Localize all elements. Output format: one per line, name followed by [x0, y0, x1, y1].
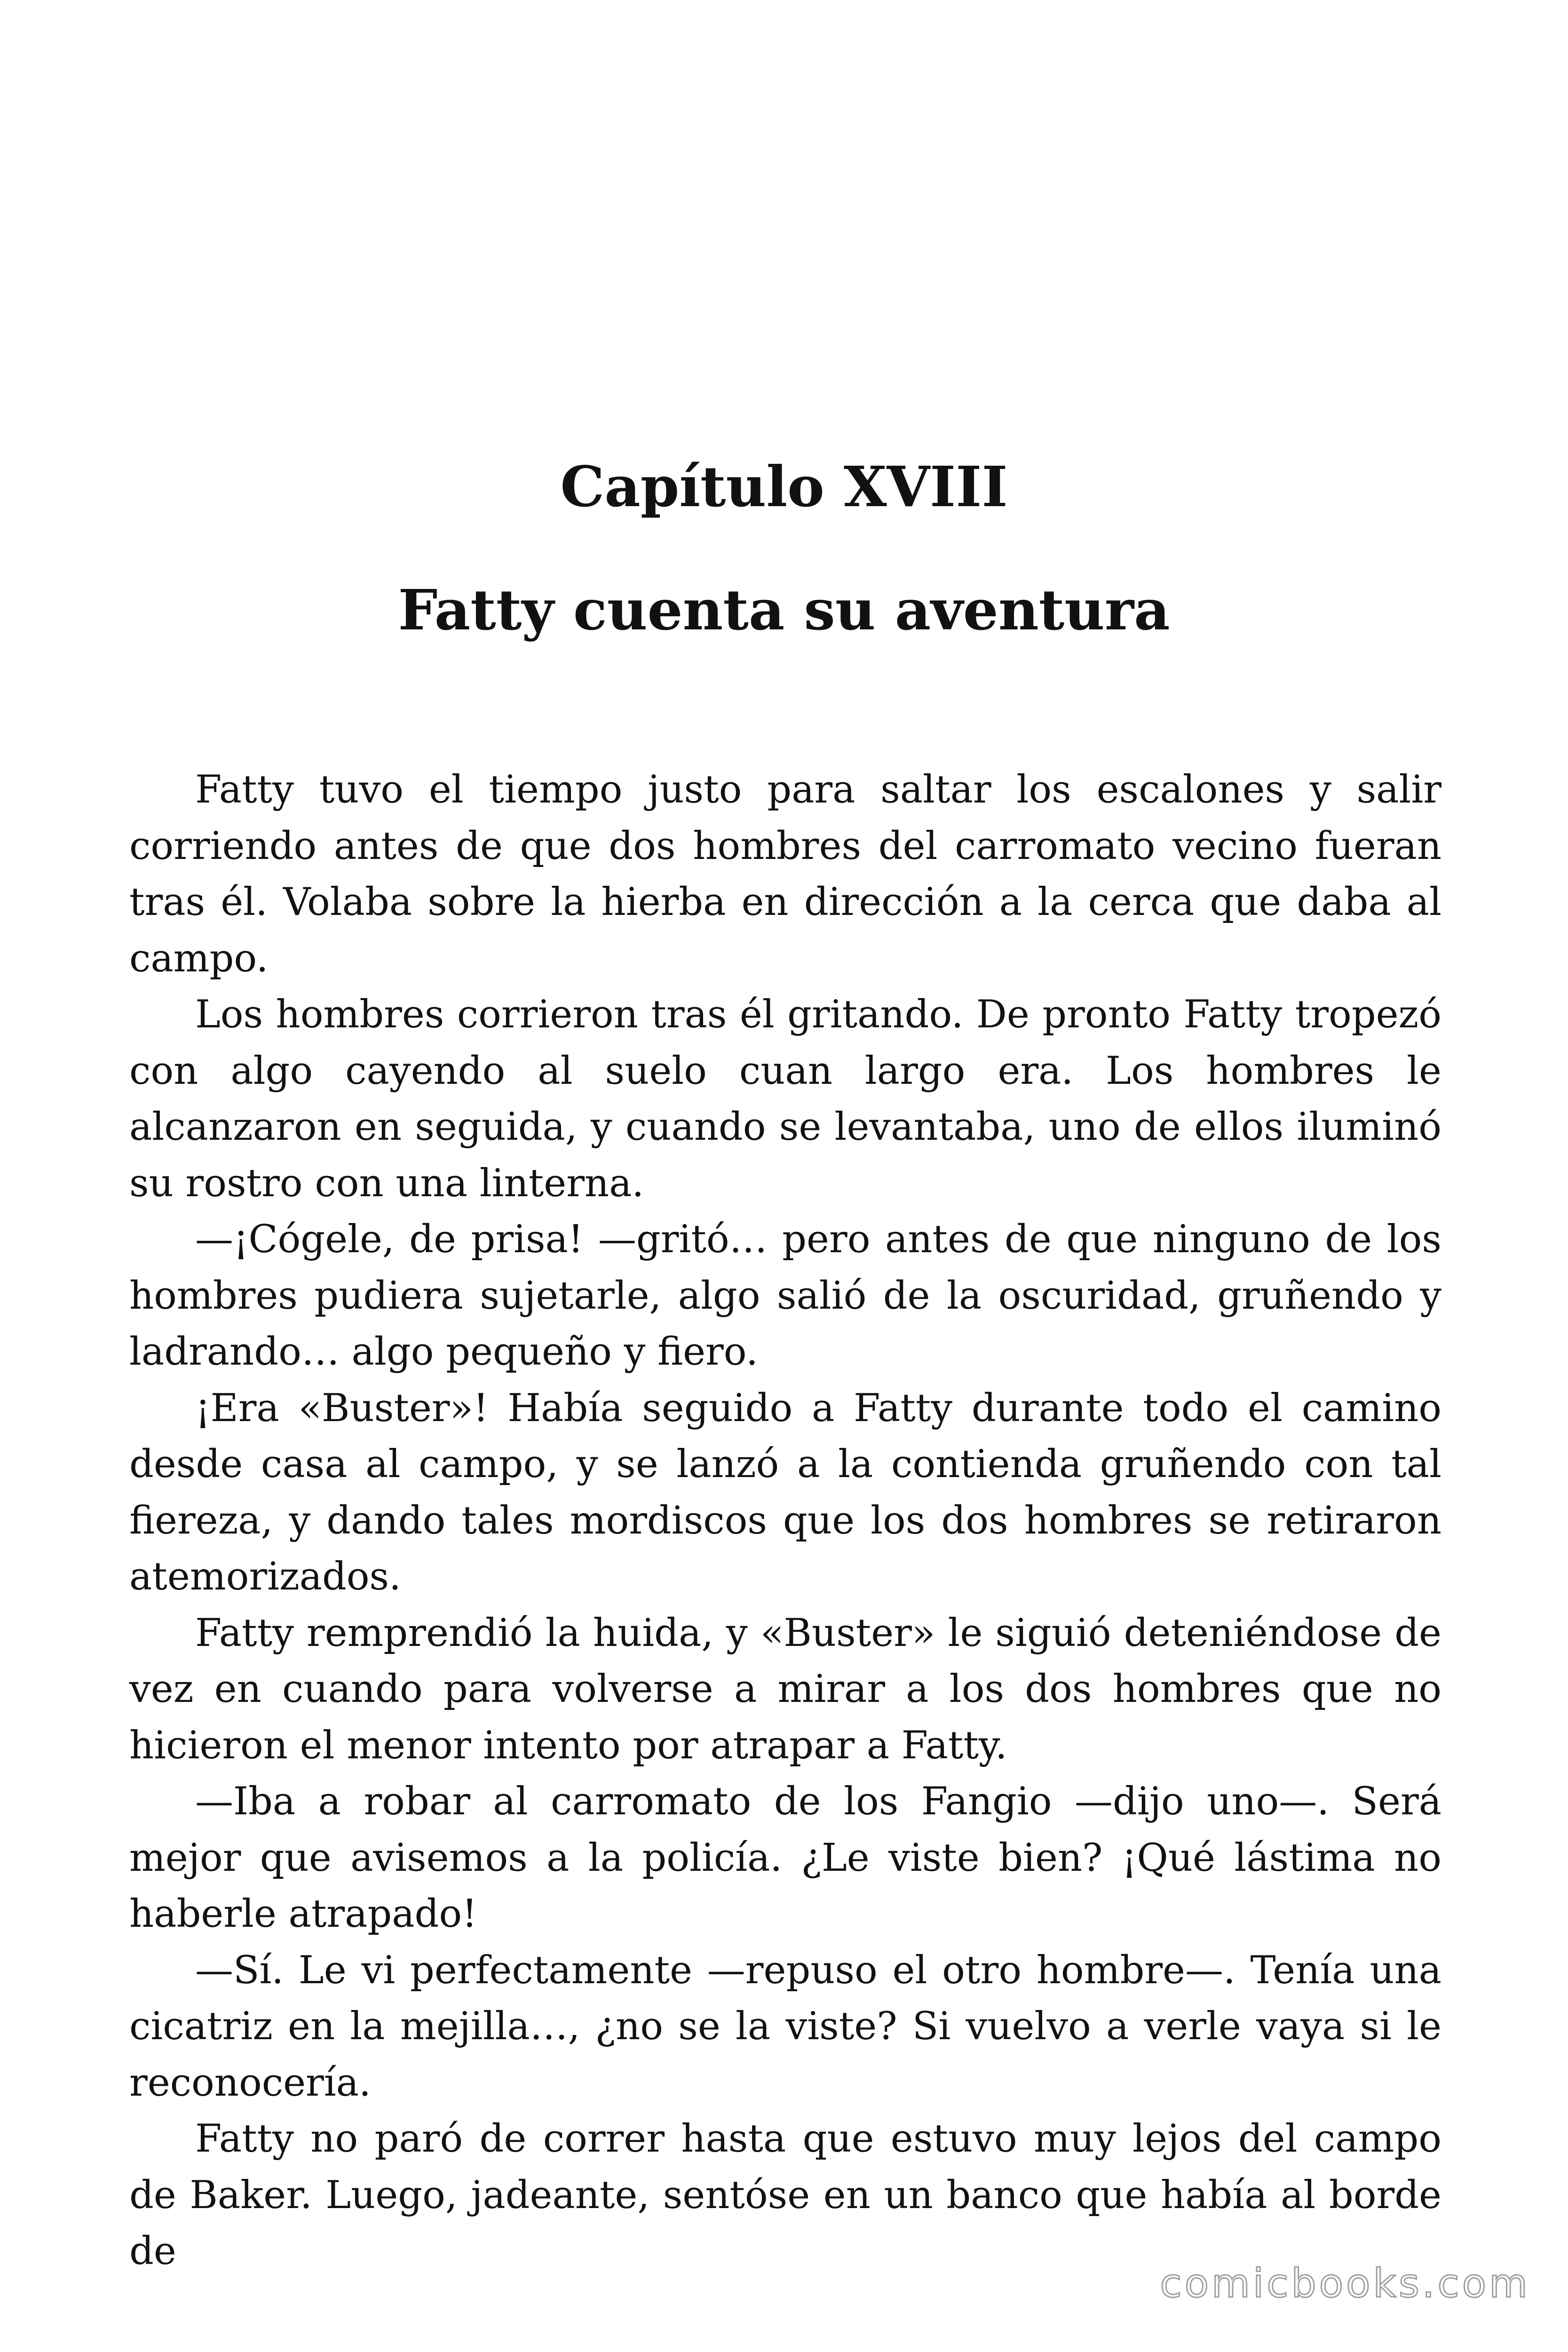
- paragraph: ¡Era «Buster»! Había seguido a Fatty durante todo el camino desde casa al campo, y se lanzó a la contienda gruñendo con tal fiereza, y dando tales mordiscos que los dos hombres se retiraron atemorizados.: [129, 1386, 1441, 1599]
- paragraph: Los hombres corrieron tras él gritando. De pronto Fatty tropezó con algo cayendo al suelo cuan largo era. Los hombres le alcanzaron en seguida, y cuando se levantaba, uno de ellos iluminó su rostro con una linterna.: [129, 993, 1441, 1206]
- watermark: comicbooks.com: [1160, 2260, 1530, 2306]
- chapter-body: [129, 762, 1441, 2280]
- chapter-header: [0, 452, 1568, 645]
- paragraph: Fatty no paró de correr hasta que estuvo muy lejos del campo de Baker. Luego, jadeante, sentóse en un banco que había al borde de: [129, 2117, 1441, 2273]
- paragraph: Fatty remprendió la huida, y «Buster» le siguió deteniéndose de vez en cuando para volverse a mirar a los dos hombres que no hicieron el menor intento por atrapar a Fatty.: [129, 1611, 1441, 1768]
- paragraph: —¡Cógele, de prisa! —gritó… pero antes de que ninguno de los hombres pudiera sujetarle, algo salió de la oscuridad, gruñendo y ladrando… algo pequeño y fiero.: [129, 1217, 1441, 1374]
- paragraph: —Sí. Le vi perfectamente —repuso el otro hombre—. Tenía una cicatriz en la mejilla…, ¿no se la viste? Si vuelvo a verle vaya si le reconocería.: [129, 1948, 1441, 2105]
- paragraph: Fatty tuvo el tiempo justo para saltar los escalones y salir corriendo antes de que dos hombres del carromato vecino fueran tras él. Volaba sobre la hierba en dirección a la cerca que daba al campo.: [129, 768, 1441, 981]
- chapter-number: Capítulo XVIII: [560, 454, 1008, 519]
- chapter-title: Fatty cuenta su aventura: [398, 577, 1170, 643]
- paragraph: —Iba a robar al carromato de los Fangio —dijo uno—. Será mejor que avisemos a la policía. ¿Le viste bien? ¡Qué lástima no haberle atrapado!: [129, 1780, 1441, 1936]
